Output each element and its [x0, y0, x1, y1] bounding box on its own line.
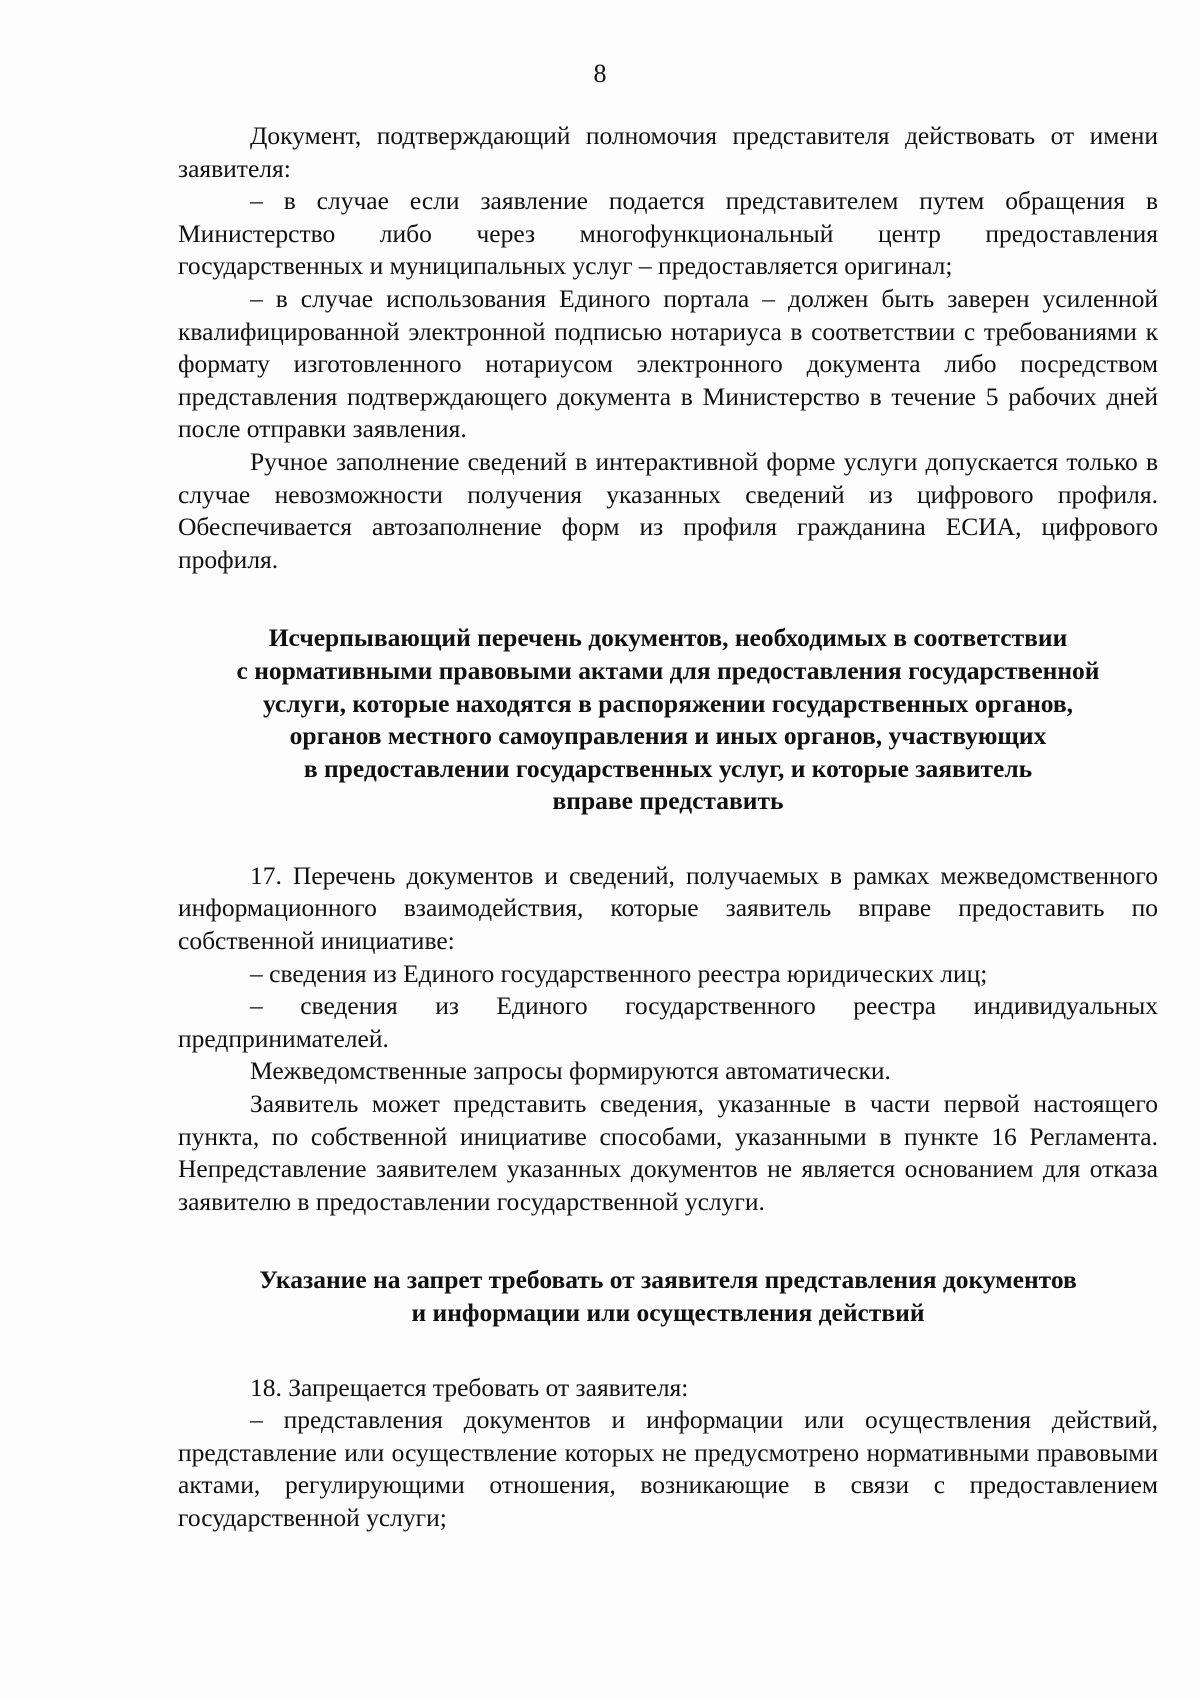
section-heading-prohibition [178, 1264, 1158, 1329]
spacer [178, 1218, 1158, 1264]
paragraph-item-17: 17. Перечень документов и сведений, получаемых в рамках межведомственного информационного взаимодействия, которые заявитель вправе предоставить по собственной инициативе: [178, 860, 1158, 956]
paragraph-representative-document: Документ, подтверждающий полномочия представителя действовать от имени заявителя: [178, 121, 1158, 183]
spacer [178, 576, 1158, 622]
heading-line: и информации или осуществления действий [411, 1298, 925, 1327]
paragraph-manual-filling: Ручное заполнение сведений в интерактивной форме услуги допускается только в случае невозможности получения указанных сведений из цифрового профиля. Обеспечивается автозаполнение форм из профиля гражданина ЕСИА, цифрового профиля. [178, 446, 1158, 574]
heading-line: услуги, которые находятся в распоряжении государственных органов, [262, 688, 1074, 718]
paragraph-item-18: 18. Запрещается требовать от заявителя: [250, 1372, 689, 1402]
heading-line: органов местного самоуправления и иных органов, участвующих [289, 721, 1047, 751]
section-heading-documents-list [178, 622, 1158, 818]
spacer [178, 1330, 1158, 1372]
paragraph-applicant-may-submit: Заявитель может представить сведения, указанные в части первой настоящего пункта, по собственной инициативе способами, указанными в пункте 16 Регламента. Непредставление заявителем указанных документов не является основанием для отказа заявителю в предоставлении государственной услуги. [178, 1089, 1158, 1216]
heading-line: вправе представить [552, 786, 784, 816]
paragraph-egrul: – сведения из Единого государственного реестра юридических лиц; [250, 958, 988, 988]
heading-line: с нормативными правовыми актами для предоставления государственной [236, 655, 1100, 685]
spacer [178, 818, 1158, 860]
paragraph-prohibited-requirements: – представления документов и информации или осуществления действий, представление или осуществление которых не предусмотрено нормативными правовыми актами, регулирующими отношения, возникающие в связи с предоставлением государственной услуги; [178, 1405, 1158, 1532]
heading-line: Исчерпывающий перечень документов, необходимых в соответствии [268, 623, 1068, 653]
paragraph-automatic-requests: Межведомственные запросы формируются автоматически. [250, 1056, 891, 1086]
heading-line: в предоставлении государственных услуг, и которые заявитель [303, 753, 1033, 783]
document-body [178, 120, 1158, 1535]
heading-line: Указание на запрет требовать от заявителя представления документов [259, 1265, 1077, 1295]
paragraph-egrip: – сведения из Единого государственного реестра индивидуальных предпринимателей. [178, 991, 1158, 1053]
page-number: 8 [593, 59, 607, 88]
paragraph-unified-portal-signature: – в случае использования Единого портала – должен быть заверен усиленной квалифицированной электронной подписью нотариуса в соответствии с требованиями к формату изготовленного нотариусом электронного документа либо посредством представления подтверждающего документа в Министерство в течение 5 рабочих дней после отправки заявления. [178, 283, 1158, 444]
paragraph-original-submission: – в случае если заявление подается представителем путем обращения в Министерство либо через многофункциональный центр предоставления государственных и муниципальных услуг – предоставляется оригинал; [178, 186, 1158, 281]
